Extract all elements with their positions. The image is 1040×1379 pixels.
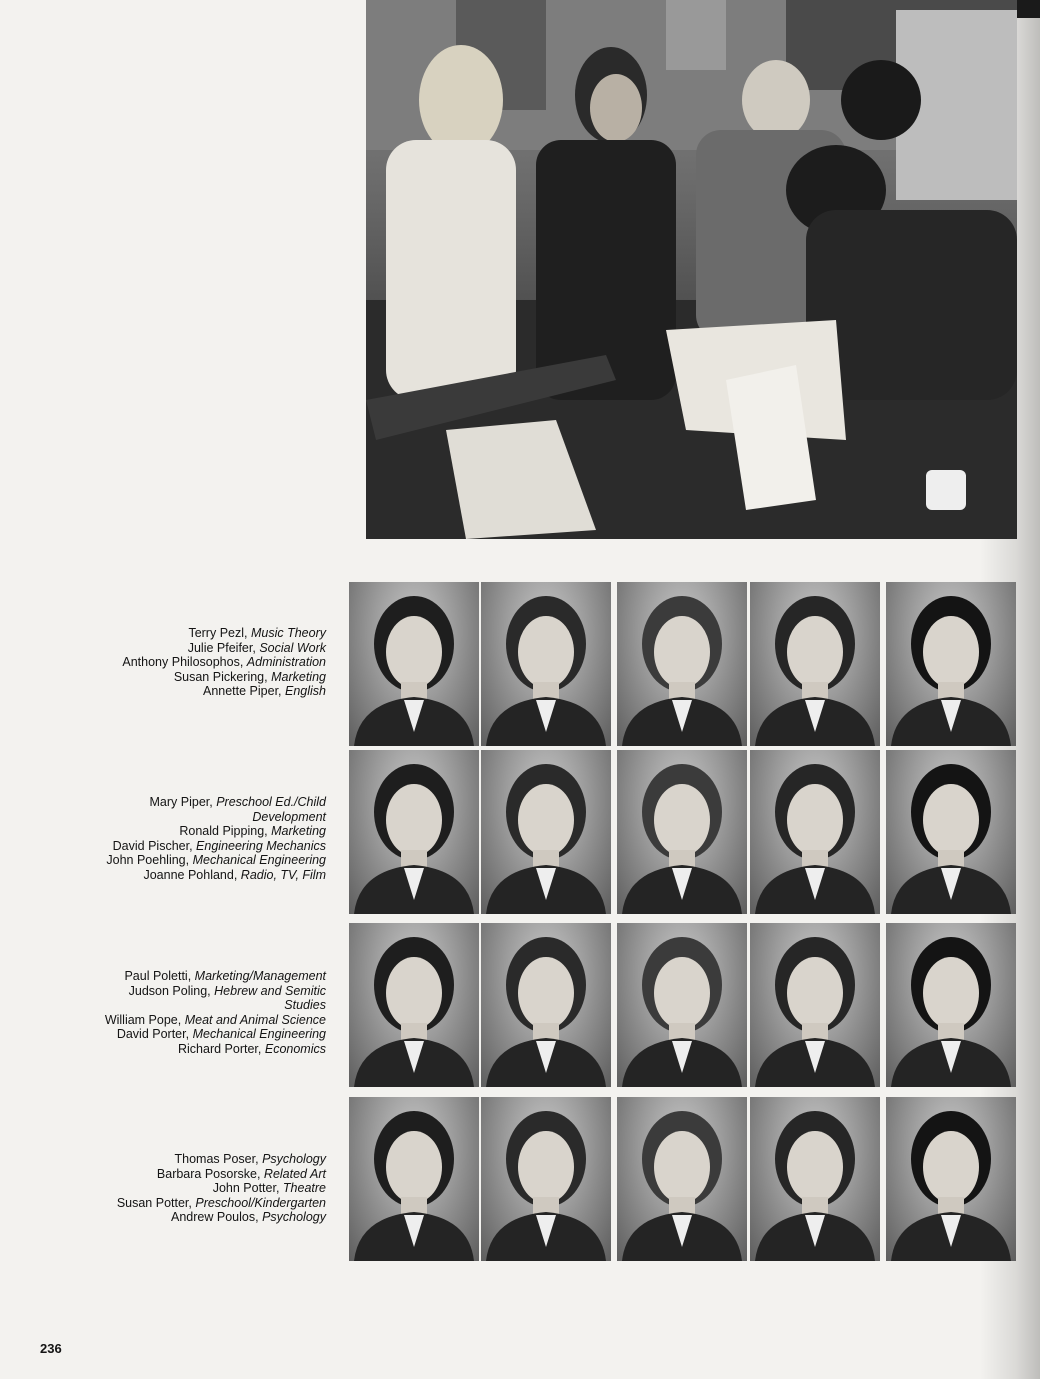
caption-line: Terry Pezl, Music Theory	[188, 626, 326, 640]
student-portrait	[481, 582, 611, 746]
student-portrait	[750, 750, 880, 914]
student-portrait	[481, 1097, 611, 1261]
student-portrait	[617, 1097, 747, 1261]
caption-line: Barbara Posorske, Related Art	[156, 1166, 326, 1181]
student-portrait	[886, 582, 1016, 746]
caption-line: Joanne Pohland, Radio, TV, Film	[143, 867, 326, 882]
caption-line: William Pope, Meat and Animal Science	[104, 1012, 326, 1027]
caption-line: Judson Poling, Hebrew and Semitic	[128, 983, 326, 998]
student-portrait	[349, 923, 479, 1087]
student-portrait	[886, 1097, 1016, 1261]
student-portrait	[886, 923, 1016, 1087]
caption-line: Paul Poletti, Marketing/Management	[124, 969, 326, 983]
student-portrait	[349, 750, 479, 914]
student-portrait	[750, 923, 880, 1087]
caption-line: Anthony Philosophos, Administration	[122, 655, 326, 670]
caption-group-1	[40, 626, 326, 699]
caption-line: Studies	[284, 998, 326, 1013]
caption-group-2	[40, 795, 326, 883]
caption-line: Susan Pickering, Marketing	[173, 669, 326, 684]
caption-line: Thomas Poser, Psychology	[174, 1152, 326, 1166]
caption-line: Development	[252, 809, 326, 824]
caption-line: John Poehling, Mechanical Engineering	[106, 853, 326, 868]
caption-line: Julie Pfeifer, Social Work	[187, 640, 326, 655]
student-portrait	[481, 750, 611, 914]
student-portrait	[750, 1097, 880, 1261]
student-portrait	[617, 750, 747, 914]
main-photograph	[366, 0, 1017, 539]
caption-group-3	[40, 969, 326, 1057]
page-number: 236	[40, 1341, 62, 1356]
caption-line: David Pischer, Engineering Mechanics	[112, 838, 326, 853]
caption-line: Susan Potter, Preschool/Kindergarten	[116, 1195, 326, 1210]
student-portrait	[349, 1097, 479, 1261]
student-portrait	[481, 923, 611, 1087]
student-portrait	[349, 582, 479, 746]
caption-line: Richard Porter, Economics	[178, 1041, 326, 1056]
student-portrait	[617, 582, 747, 746]
student-portrait	[617, 923, 747, 1087]
caption-line: Ronald Pipping, Marketing	[179, 824, 326, 839]
caption-line: Annette Piper, English	[202, 684, 326, 699]
caption-line: David Porter, Mechanical Engineering	[116, 1027, 326, 1042]
caption-group-4	[40, 1152, 326, 1225]
caption-line: John Potter, Theatre	[212, 1181, 326, 1196]
caption-line: Mary Piper, Preschool Ed./Child	[149, 795, 326, 809]
caption-line: Andrew Poulos, Psychology	[171, 1210, 326, 1225]
student-portrait	[886, 750, 1016, 914]
student-portrait	[750, 582, 880, 746]
